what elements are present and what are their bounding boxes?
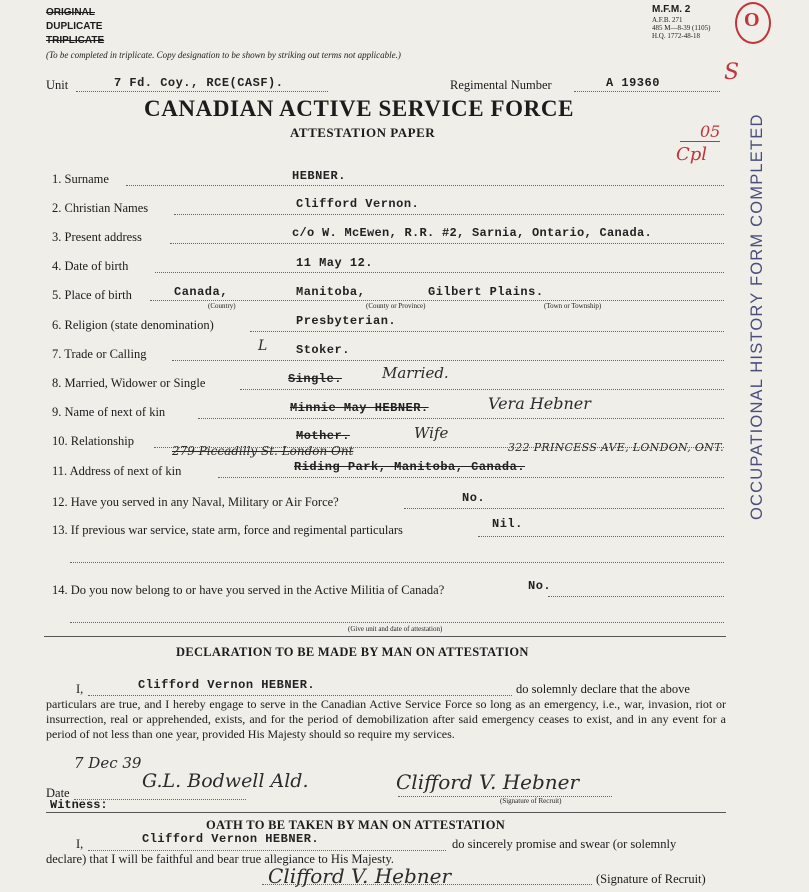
oath-line1: do sincerely promise and swear (or solemnly [452, 837, 677, 851]
declaration-body: particulars are true, and I hereby engage to serve in the Canadian Active Service Force so long as an emergency, i.e., war, invasion, riot or insurrection, real or apprehended, exists, and for the period of demobilization after said emergency ceases to exist, and in any event for a period of not less than one year, provided His Majesty should so require my services. [46, 697, 726, 741]
kin-address-label: 11. Address of next of kin [52, 464, 182, 478]
oath-heading: OATH TO BE TAKEN BY MAN ON ATTESTATION [206, 818, 506, 832]
trade-label: 7. Trade or Calling [52, 347, 147, 361]
relationship-label: 10. Relationship [52, 434, 134, 448]
present-address-value: c/o W. McEwen, R.R. #2, Sarnia, Ontario, Canada. [292, 226, 653, 240]
form-ref-line: A.F.B. 271 [652, 16, 683, 24]
witness-signature: G.L. Bodwell Ald. [142, 770, 309, 792]
trade-value: Stoker. [296, 343, 350, 357]
date-of-birth-line [155, 272, 724, 273]
religion-label: 6. Religion (state denomination) [52, 318, 214, 332]
prior-service-line [404, 508, 724, 509]
oath-sig-line [262, 884, 592, 885]
next-of-kin-value: Minnie May HEBNER. [290, 401, 429, 415]
declaration-prefix: I, [76, 682, 84, 696]
form-ref-line: 485 M—8-39 (1105) [652, 24, 711, 32]
marital-status-line [240, 389, 724, 390]
red-underline [680, 141, 720, 142]
next-of-kin-label: 9. Name of next of kin [52, 405, 166, 419]
place-of-birth-label: 5. Place of birth [52, 288, 132, 302]
marital-status-label: 8. Married, Widower or Single [52, 376, 206, 390]
section-divider [46, 812, 726, 813]
place-of-birth-line [150, 300, 724, 301]
present-address-label: 3. Present address [52, 230, 142, 244]
copy-original: ORIGINAL [46, 7, 95, 18]
new-address-handwritten: 322 PRINCESS AVE, LONDON, ONT. [508, 441, 724, 454]
declaration-heading: DECLARATION TO BE MADE BY MAN ON ATTESTATION [176, 645, 529, 659]
instruction-text: (To be completed in triplicate. Copy designation to be shown by striking out terms not applicable.) [46, 50, 401, 60]
relationship-value: Mother. [296, 429, 350, 443]
surname-line [126, 185, 724, 186]
christian-names-label: 2. Christian Names [52, 201, 149, 215]
town-caption: (Town or Township) [544, 302, 602, 310]
oath-sig-caption: (Signature of Recruit) [596, 872, 706, 886]
trade-line [172, 360, 724, 361]
kin-address-line [218, 477, 724, 478]
red-rank: Cpl [676, 144, 708, 165]
militia-value: No. [528, 579, 552, 593]
trade-mark: L [258, 338, 268, 354]
struck-address: 279 Piccadilly St. London Ont [172, 444, 354, 458]
present-address-line [170, 243, 724, 244]
form-title: CANADIAN ACTIVE SERVICE FORCE [144, 96, 575, 121]
red-code: 05 [700, 122, 721, 141]
birth-county-value: Manitoba, [296, 285, 366, 299]
oath-prefix: I, [76, 837, 84, 851]
circle-letter: O [744, 9, 760, 31]
war-service-line-2 [70, 562, 724, 563]
birth-country-value: Canada, [174, 285, 228, 299]
declaration-name-line [88, 695, 512, 696]
christian-names-line [174, 214, 724, 215]
reg-number-line [574, 91, 720, 92]
country-caption: (Country) [208, 302, 236, 310]
red-annotation: S [724, 60, 740, 85]
militia-line [548, 596, 724, 597]
kin-address-value: Riding Park, Manitoba, Canada. [294, 460, 526, 474]
declaration-name: Clifford Vernon HEBNER. [138, 678, 316, 692]
militia-label: 14. Do you now belong to or have you served in the Active Militia of Canada? [52, 583, 445, 597]
religion-value: Presbyterian. [296, 314, 397, 328]
unit-line [76, 91, 328, 92]
copy-triplicate: TRIPLICATE [46, 35, 105, 46]
unit-value: 7 Fd. Coy., RCE(CASF). [114, 76, 284, 90]
war-service-line [478, 536, 724, 537]
form-code: M.F.M. 2 [652, 4, 691, 15]
declaration-recruit-signature: Clifford V. Hebner [396, 770, 580, 794]
oath-line2: declare) that I will be faithful and bear true allegiance to His Majesty. [46, 852, 395, 866]
declaration-sig-caption: (Signature of Recruit) [500, 797, 562, 805]
relationship-handwritten: Wife [414, 424, 449, 442]
form-subtitle: ATTESTATION PAPER [290, 125, 436, 140]
section-divider [44, 636, 726, 637]
declaration-line1: do solemnly declare that the above [516, 682, 690, 696]
reg-number-label: Regimental Number [450, 78, 552, 92]
surname-label: 1. Surname [52, 172, 109, 186]
form-ref-line: H.Q. 1772-48-18 [652, 32, 701, 40]
marital-status-handwritten: Married. [382, 364, 449, 382]
copy-duplicate: DUPLICATE [46, 21, 103, 32]
oath-name: Clifford Vernon HEBNER. [142, 832, 320, 846]
oath-recruit-signature: Clifford V. Hebner [268, 864, 452, 888]
war-service-value: Nil. [492, 517, 523, 531]
birth-town-value: Gilbert Plains. [428, 285, 544, 299]
religion-line [250, 331, 724, 332]
county-caption: (County or Province) [366, 302, 426, 310]
surname-value: HEBNER. [292, 169, 346, 183]
witness-label: Witness: [50, 798, 108, 812]
date-label: Date [46, 786, 70, 800]
occupational-history-stamp: OCCUPATIONAL HISTORY FORM COMPLETED [748, 113, 766, 521]
marital-status-value: Single. [288, 372, 342, 386]
unit-label: Unit [46, 78, 69, 92]
prior-service-value: No. [462, 491, 486, 505]
militia-line-2 [70, 622, 724, 623]
declaration-date-handwritten: 7 Dec 39 [74, 754, 142, 772]
oath-name-line [88, 850, 446, 851]
militia-caption: (Give unit and date of attestation) [348, 625, 443, 633]
prior-service-label: 12. Have you served in any Naval, Military or Air Force? [52, 495, 339, 509]
date-of-birth-label: 4. Date of birth [52, 259, 129, 273]
christian-names-value: Clifford Vernon. [296, 197, 420, 211]
next-of-kin-handwritten: Vera Hebner [488, 394, 591, 413]
date-of-birth-value: 11 May 12. [296, 256, 374, 270]
reg-number-value: A 19360 [606, 76, 660, 90]
war-service-label: 13. If previous war service, state arm, force and regimental particulars [52, 523, 403, 537]
next-of-kin-line [198, 418, 724, 419]
